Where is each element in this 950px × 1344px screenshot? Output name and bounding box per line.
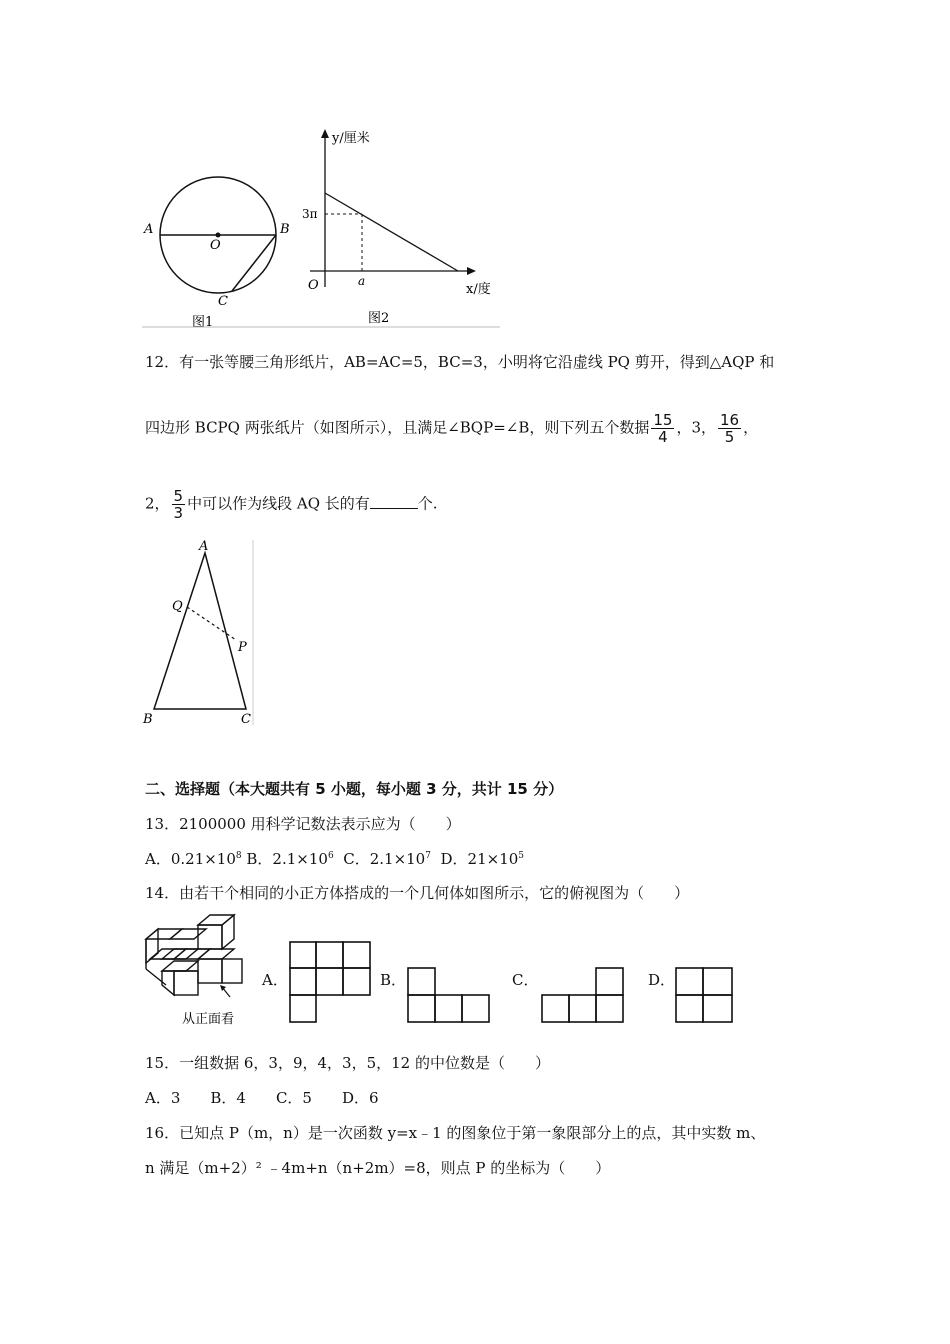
answer-blank [370,494,418,509]
q14-option-c-view [540,966,626,1024]
figure2-graph [302,129,491,326]
circle-label-B: B [280,222,290,237]
figure1-caption: 图1 [192,315,214,330]
q14-label-c: C． [512,971,539,989]
section2-heading: 二、选择题（本大题共有 5 小题，每小题 3 分，共计 15 分） [145,780,564,798]
q16-line1-text: 16．已知点 P（m，n）是一次函数 y=x﹣1 的图象位于第一象限部分上的点，其中实数 m、 [145,1124,766,1142]
q12-line2-end: ， [743,418,759,437]
q16-line2 [145,1157,610,1179]
fraction-5-3: $\frac{5}{3}$ [173,487,184,522]
q14-label-b: B． [380,971,407,989]
q14-label-d: D． [648,971,676,989]
graph-origin-label: O [308,278,319,293]
q12-line2 [145,412,758,445]
top-figures [140,125,505,335]
q13-option-a: A．$0.21\times 10^8$ [145,850,242,868]
q14-stem [145,882,689,904]
q13-option-b: B．$2.1\times 10^6$ [246,850,334,868]
q16-line1 [145,1122,765,1144]
q12-line2-text: 四边形 BCPQ 两张纸片（如图所示），且满足∠BQP=∠B，则下列五个数据 [145,418,650,437]
fraction-15-4: $\frac{15}{4}$ [653,411,673,446]
q12-line3-text: 中可以作为线段 AQ 长的有 [187,494,370,513]
q15-options-text: A．3 B．4 C．5 D．6 [145,1089,379,1107]
circle-label-A: A [144,222,154,237]
q15-stem-text: 15．一组数据 6，3，9，4，3，5，12 的中位数是（ ） [145,1054,550,1072]
q12-mid-text: ，3， [676,418,716,437]
graph-x-tick-label: a [358,274,366,288]
q12-line3-end: 个. [417,494,438,513]
figure2-caption: 图2 [368,311,390,326]
front-view-label: 从正面看 [182,1012,235,1027]
q15-stem [145,1052,550,1074]
q14-label-a: A． [262,971,288,989]
triangle-figure [140,535,260,730]
q14-option-d-view [674,966,736,1024]
triangle-label-B: B [143,712,153,727]
circle-label-C: C [218,294,228,309]
q13-option-d: D．$21\times 10^5$ [440,850,525,868]
q15-options [145,1087,379,1109]
q14-stem-text: 14．由若干个相同的小正方体搭成的一个几何体如图所示，它的俯视图为（ ） [145,884,690,902]
q16-line2-text: n 满足（m+2）² ﹣4m+n（n+2m）=8，则点 P 的坐标为（ ） [145,1159,611,1177]
q12-line3-pre: 2， [145,494,170,513]
figure1-circle [143,177,290,330]
q12-line1-text: 12．有一张等腰三角形纸片，AB=AC=5，BC=3，小明将它沿虚线 PQ 剪开，得到△AQP 和 [145,353,775,371]
circle-label-O: O [210,238,221,253]
triangle-label-C: C [241,712,251,727]
q12-line1 [145,351,774,373]
q13-option-c: C．$2.1\times 10^7$ [343,850,431,868]
graph-x-axis-label: x/度 [466,282,491,297]
triangle-label-Q: Q [172,599,183,614]
triangle-label-A: A [199,539,209,554]
q14-option-b-view [406,966,492,1024]
q13-stem-text: 13．2100000 用科学记数法表示应为（ ） [145,815,461,833]
cubes-solid-figure [142,913,257,1028]
graph-y-tick-label: 3π [302,207,318,221]
q12-line3 [145,488,438,521]
graph-y-axis-label: y/厘米 [332,131,370,146]
fraction-16-5: $\frac{16}{5}$ [720,411,740,446]
q13-stem [145,813,461,835]
q14-option-a-view [288,940,372,1024]
triangle-label-P: P [238,640,247,655]
q13-options [145,845,524,870]
